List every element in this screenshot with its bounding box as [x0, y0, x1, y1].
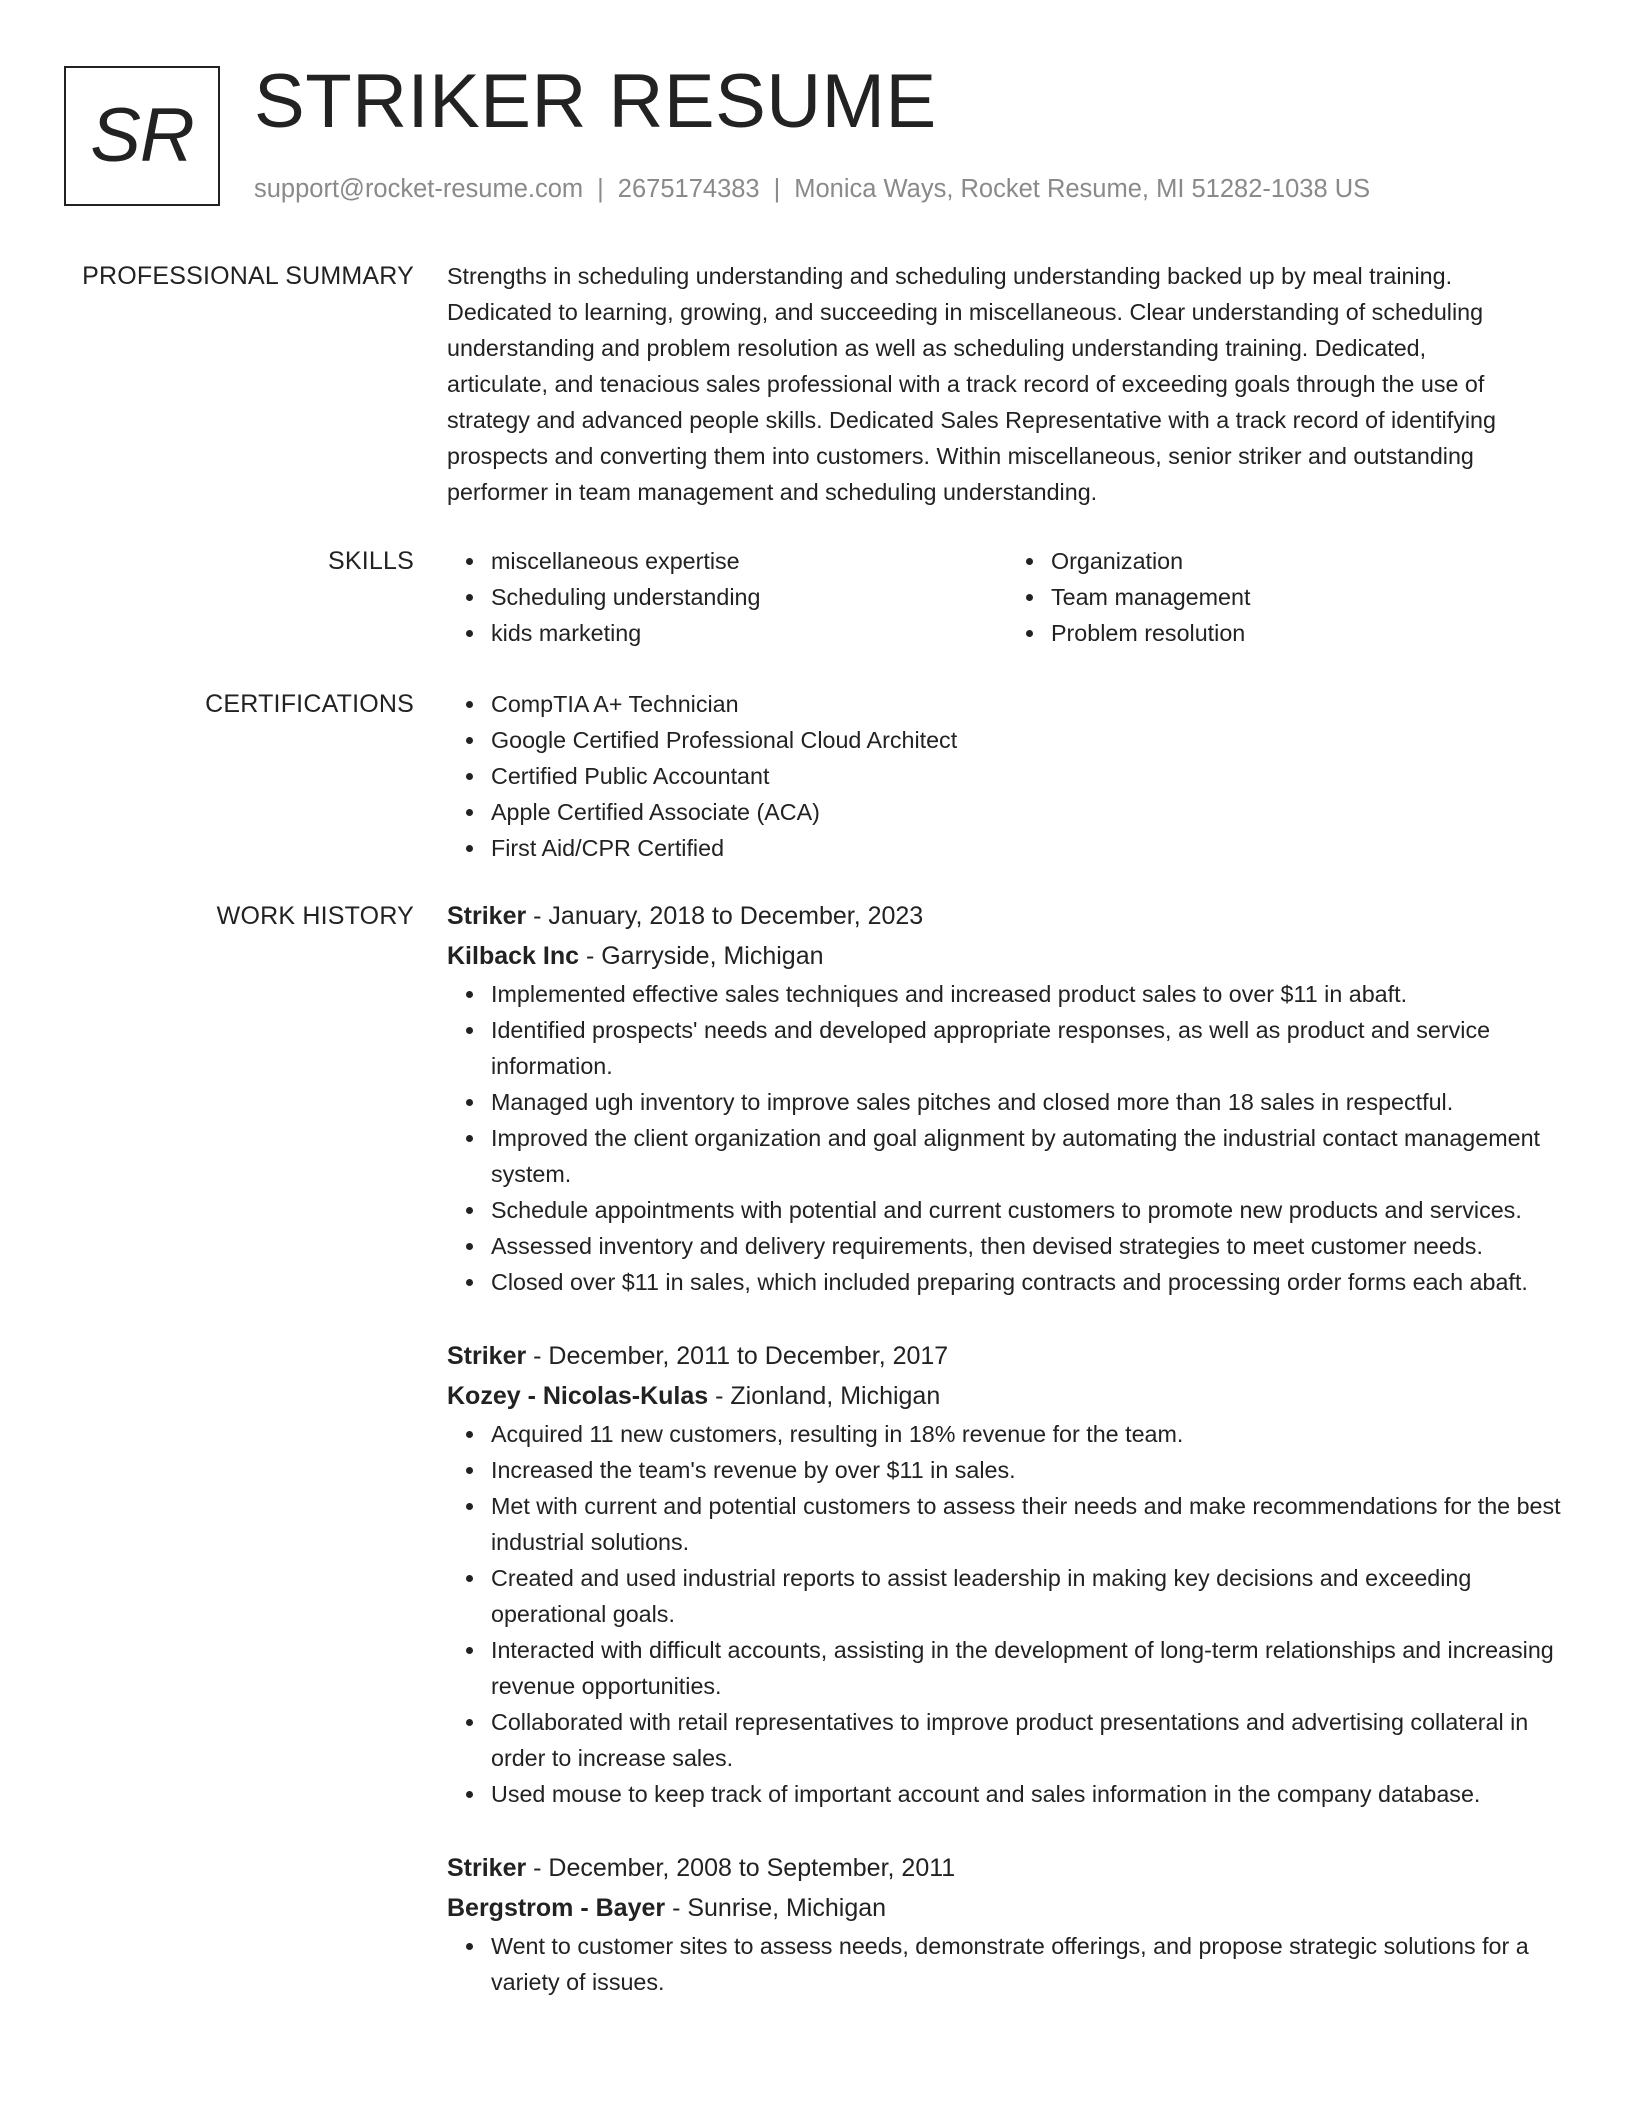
job-bullets — [447, 1416, 1567, 1812]
work-history-content — [447, 896, 1567, 2000]
job-bullet: Increased the team's revenue by over $11 in sales. — [491, 1452, 1567, 1488]
job-bullets — [447, 976, 1567, 1300]
job-entry — [447, 1848, 1567, 2000]
candidate-name: STRIKER RESUME — [254, 59, 937, 144]
certifications-content — [447, 686, 1567, 866]
job-title: Striker — [447, 1854, 527, 1882]
summary-line: strategy and advanced people skills. Dedicated Sales Representative with a track record of identifying — [447, 407, 1496, 433]
job-bullet: Collaborated with retail representatives to improve product presentations and advertising collateral in order to increase sales. — [491, 1704, 1567, 1776]
skills-content — [447, 543, 1567, 651]
summary-line: articulate, and tenacious sales professional with a track record of exceeding goals through the use of — [447, 371, 1485, 397]
job-bullets — [447, 1928, 1567, 2000]
job-title-line — [447, 1336, 1567, 1376]
certification-item: CompTIA A+ Technician — [491, 686, 1567, 722]
job-bullet: Met with current and potential customers to assess their needs and make recommendations for the best industrial solutions. — [491, 1488, 1567, 1560]
job-title: Striker — [447, 902, 527, 930]
job-company: Bergstrom - Bayer — [447, 1894, 666, 1922]
skills-list-right — [1007, 543, 1567, 651]
job-bullet: Schedule appointments with potential and current customers to promote new products and services. — [491, 1192, 1567, 1228]
section-label-certifications: CERTIFICATIONS — [205, 690, 414, 718]
section-label-summary: PROFESSIONAL SUMMARY — [82, 262, 414, 290]
monogram-initials: SR — [90, 93, 194, 178]
job-bullet: Implemented effective sales techniques and increased product sales to over $11 in abaft. — [491, 976, 1567, 1012]
job-location: - Garryside, Michigan — [579, 942, 824, 970]
job-location: - Zionland, Michigan — [708, 1382, 941, 1410]
skill-item: Problem resolution — [1051, 615, 1567, 651]
skill-item: Team management — [1051, 579, 1567, 615]
summary-line: performer in team management and scheduling understanding. — [447, 479, 1098, 505]
summary-line: understanding and problem resolution as well as scheduling understanding training. Dedicated, — [447, 335, 1427, 361]
job-title-line — [447, 1848, 1567, 1888]
certification-item: Apple Certified Associate (ACA) — [491, 794, 1567, 830]
summary-line: Dedicated to learning, growing, and succeeding in miscellaneous. Clear understanding of scheduling — [447, 299, 1484, 325]
job-dates: - December, 2008 to September, 2011 — [526, 1854, 956, 1882]
section-label-work-history: WORK HISTORY — [216, 902, 414, 930]
skill-item: Organization — [1051, 543, 1567, 579]
job-bullet: Improved the client organization and goal alignment by automating the industrial contact management system. — [491, 1120, 1567, 1192]
skill-item: miscellaneous expertise — [491, 543, 1007, 579]
job-entry — [447, 896, 1567, 1300]
job-bullet: Managed ugh inventory to improve sales pitches and closed more than 18 sales in respectful. — [491, 1084, 1567, 1120]
job-bullet: Went to customer sites to assess needs, demonstrate offerings, and propose strategic solutions for a variety of issues. — [491, 1928, 1567, 2000]
summary-content — [447, 258, 1567, 510]
certification-item: Certified Public Accountant — [491, 758, 1567, 794]
skill-item: kids marketing — [491, 615, 1007, 651]
contact-separator: | — [773, 175, 781, 203]
job-bullet: Identified prospects' needs and developed appropriate responses, as well as product and service information. — [491, 1012, 1567, 1084]
summary-line: prospects and converting them into customers. Within miscellaneous, senior striker and outstanding — [447, 443, 1474, 469]
job-entry — [447, 1336, 1567, 1812]
job-location: - Sunrise, Michigan — [665, 1894, 887, 1922]
job-company: Kozey - Nicolas-Kulas — [447, 1382, 709, 1410]
job-dates: - December, 2011 to December, 2017 — [526, 1342, 949, 1370]
contact-address: Monica Ways, Rocket Resume, MI 51282-1038 US — [794, 175, 1371, 203]
job-bullet: Interacted with difficult accounts, assisting in the development of long-term relationships and increasing revenue opportunities. — [491, 1632, 1567, 1704]
job-bullet: Assessed inventory and delivery requirements, then devised strategies to meet customer needs. — [491, 1228, 1567, 1264]
monogram-logo — [64, 66, 220, 206]
job-title: Striker — [447, 1342, 527, 1370]
job-bullet: Created and used industrial reports to assist leadership in making key decisions and exceeding operational goals. — [491, 1560, 1567, 1632]
contact-phone[interactable]: 2675174383 — [617, 175, 760, 203]
contact-separator: | — [597, 175, 604, 203]
job-company-line — [447, 936, 1567, 976]
job-dates: - January, 2018 to December, 2023 — [526, 902, 924, 930]
job-company-line — [447, 1888, 1567, 1928]
skills-list-left — [447, 543, 1007, 651]
job-bullet: Closed over $11 in sales, which included preparing contracts and processing order forms each abaft. — [491, 1264, 1567, 1300]
certifications-list — [447, 686, 1567, 866]
job-company-line — [447, 1376, 1567, 1416]
section-label-skills: SKILLS — [328, 547, 414, 575]
contact-email[interactable]: support@rocket-resume.com — [254, 175, 584, 203]
summary-line: Strengths in scheduling understanding and scheduling understanding backed up by meal training. — [447, 263, 1453, 289]
job-company: Kilback Inc — [447, 942, 579, 970]
skill-item: Scheduling understanding — [491, 579, 1007, 615]
certification-item: Google Certified Professional Cloud Architect — [491, 722, 1567, 758]
certification-item: First Aid/CPR Certified — [491, 830, 1567, 866]
job-bullet: Used mouse to keep track of important account and sales information in the company database. — [491, 1776, 1567, 1812]
contact-line — [254, 172, 1370, 206]
job-bullet: Acquired 11 new customers, resulting in 18% revenue for the team. — [491, 1416, 1567, 1452]
job-title-line — [447, 896, 1567, 936]
